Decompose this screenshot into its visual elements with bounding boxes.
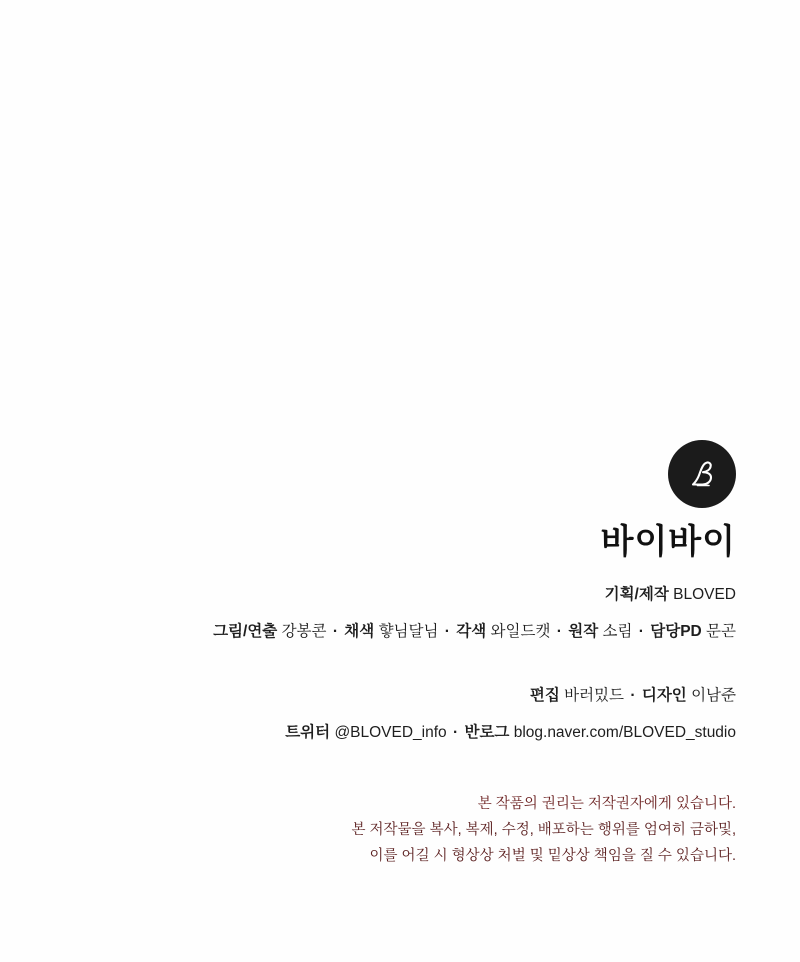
credit-edit-value: 바러밌드 <box>564 687 625 705</box>
credit-staff-line <box>46 620 736 644</box>
notice-line-3: 이를 어길 시 형상상 처벌 및 밑상상 책임을 질 수 있습니다. <box>369 847 736 864</box>
notice-line-1: 본 작품의 권리는 저작권자에게 있습니다. <box>477 796 736 812</box>
credit-contact-line <box>46 721 736 745</box>
credit-color-label: 채색 <box>344 623 375 641</box>
credit-design-label: 디자인 <box>641 687 687 705</box>
credit-color-value: 햫님달님 <box>378 623 439 641</box>
separator-dot: · <box>638 623 644 641</box>
contact-block <box>46 684 736 745</box>
credit-script-label: 각색 <box>456 623 487 641</box>
blog-label: 반로그 <box>464 724 510 742</box>
bloved-b-monogram-icon <box>668 440 736 508</box>
credit-original-value: 소림 <box>602 623 633 641</box>
credit-script-value: 와일드캣 <box>490 623 551 641</box>
credit-pd-label: 담당PD <box>650 623 702 641</box>
separator-dot: · <box>452 724 459 742</box>
twitter-label: 트위터 <box>285 724 331 742</box>
separator-dot: · <box>332 623 338 641</box>
twitter-handle[interactable]: @BLOVED_info <box>334 724 447 742</box>
separator-dot: · <box>556 623 562 641</box>
notice-line-2: 본 저작물을 복사, 복제, 수정, 배포하는 행위를 엄여히 금하및, <box>351 821 736 838</box>
credits-block <box>46 440 736 745</box>
logo-wrap <box>46 440 736 508</box>
credit-design-value: 이남준 <box>691 687 736 705</box>
credit-production-label: 기획/제작 <box>604 586 669 604</box>
separator-dot: · <box>444 623 450 641</box>
blog-url[interactable]: blog.naver.com/BLOVED_studio <box>513 724 736 742</box>
page-title: 바이바이 <box>600 523 736 561</box>
credit-art-label: 그림/연출 <box>213 623 278 641</box>
credit-edit-label: 편집 <box>529 687 560 705</box>
credit-production-value: BLOVED <box>673 586 736 604</box>
credit-production <box>46 583 736 607</box>
credit-art-value: 강봉콘 <box>281 623 327 641</box>
credit-second-line <box>46 684 736 708</box>
copyright-notice <box>46 792 736 869</box>
credit-pd-value: 문곤 <box>706 623 736 641</box>
credit-original-label: 원작 <box>568 623 599 641</box>
separator-dot: · <box>630 687 636 705</box>
